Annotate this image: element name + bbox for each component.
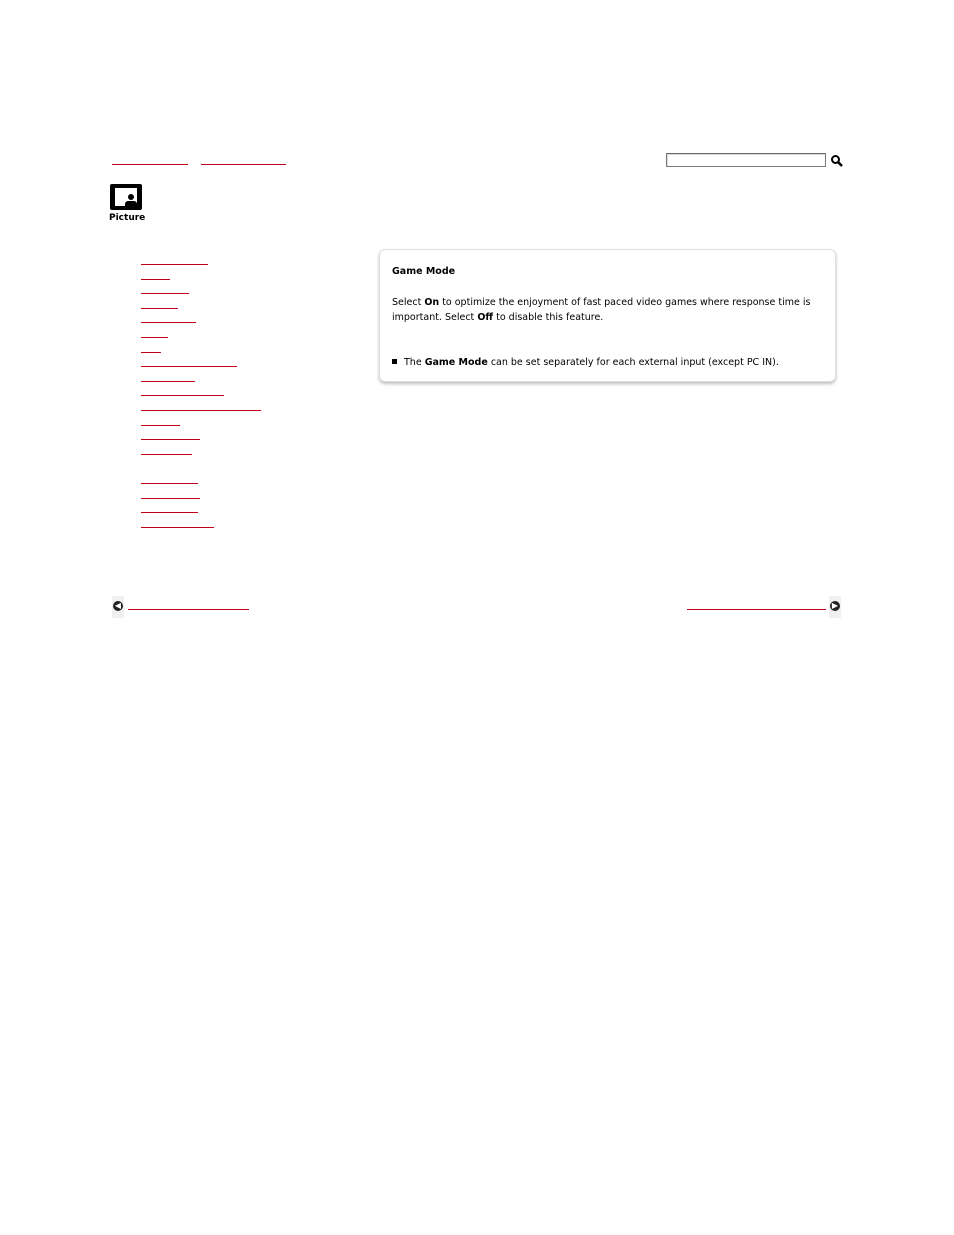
- note-bold: Game Mode: [424, 357, 488, 368]
- magnifier-icon: [830, 154, 844, 168]
- side-nav-link[interactable]: [141, 519, 214, 528]
- side-nav-link[interactable]: [141, 387, 224, 396]
- side-nav-link[interactable]: [141, 446, 192, 455]
- side-nav-link[interactable]: [141, 285, 189, 294]
- arrow-left-circle-icon: ◀: [114, 601, 122, 610]
- breadcrumb-link-1[interactable]: [112, 156, 188, 165]
- content-description: Select On to optimize the enjoyment of fast paced video games where response time is important. Select Off to disable this feature.: [392, 297, 811, 323]
- side-nav-link[interactable]: [141, 271, 170, 280]
- breadcrumb: [112, 156, 292, 166]
- side-nav-link[interactable]: [141, 490, 200, 499]
- next-page-link[interactable]: [684, 596, 842, 618]
- section-label: Picture: [109, 213, 146, 223]
- breadcrumb-link-2[interactable]: [201, 156, 286, 165]
- side-nav-link[interactable]: [141, 431, 200, 440]
- option-off: Off: [477, 312, 494, 323]
- side-nav: [141, 256, 281, 536]
- section-icon-block: [109, 184, 146, 226]
- side-nav-link[interactable]: [141, 358, 237, 367]
- previous-button[interactable]: [112, 596, 124, 618]
- next-button[interactable]: [829, 596, 841, 618]
- previous-link-text[interactable]: [128, 609, 249, 610]
- content-title: Game Mode: [392, 266, 456, 277]
- arrow-right-circle-icon: ▶: [831, 601, 839, 610]
- side-nav-link[interactable]: [141, 256, 208, 265]
- side-nav-link[interactable]: [141, 475, 198, 484]
- search-input[interactable]: [666, 153, 826, 167]
- side-nav-link[interactable]: [141, 300, 178, 309]
- content-box: [379, 249, 836, 382]
- previous-page-link[interactable]: [112, 596, 252, 618]
- side-nav-link[interactable]: [141, 504, 198, 513]
- side-nav-link[interactable]: [141, 314, 196, 323]
- picture-person-icon: [110, 184, 142, 210]
- bullet-icon: [392, 359, 397, 364]
- search-bar: [666, 153, 842, 169]
- content-note: The Game Mode can be set separately for each external input (except PC IN).: [392, 357, 822, 369]
- side-nav-link[interactable]: [141, 329, 168, 338]
- side-nav-link[interactable]: [141, 344, 161, 353]
- search-button[interactable]: [830, 153, 844, 167]
- option-on: On: [424, 297, 440, 308]
- side-nav-link[interactable]: [141, 373, 195, 382]
- side-nav-link[interactable]: [141, 402, 261, 411]
- side-nav-link[interactable]: [141, 417, 180, 426]
- next-link-text[interactable]: [687, 609, 826, 610]
